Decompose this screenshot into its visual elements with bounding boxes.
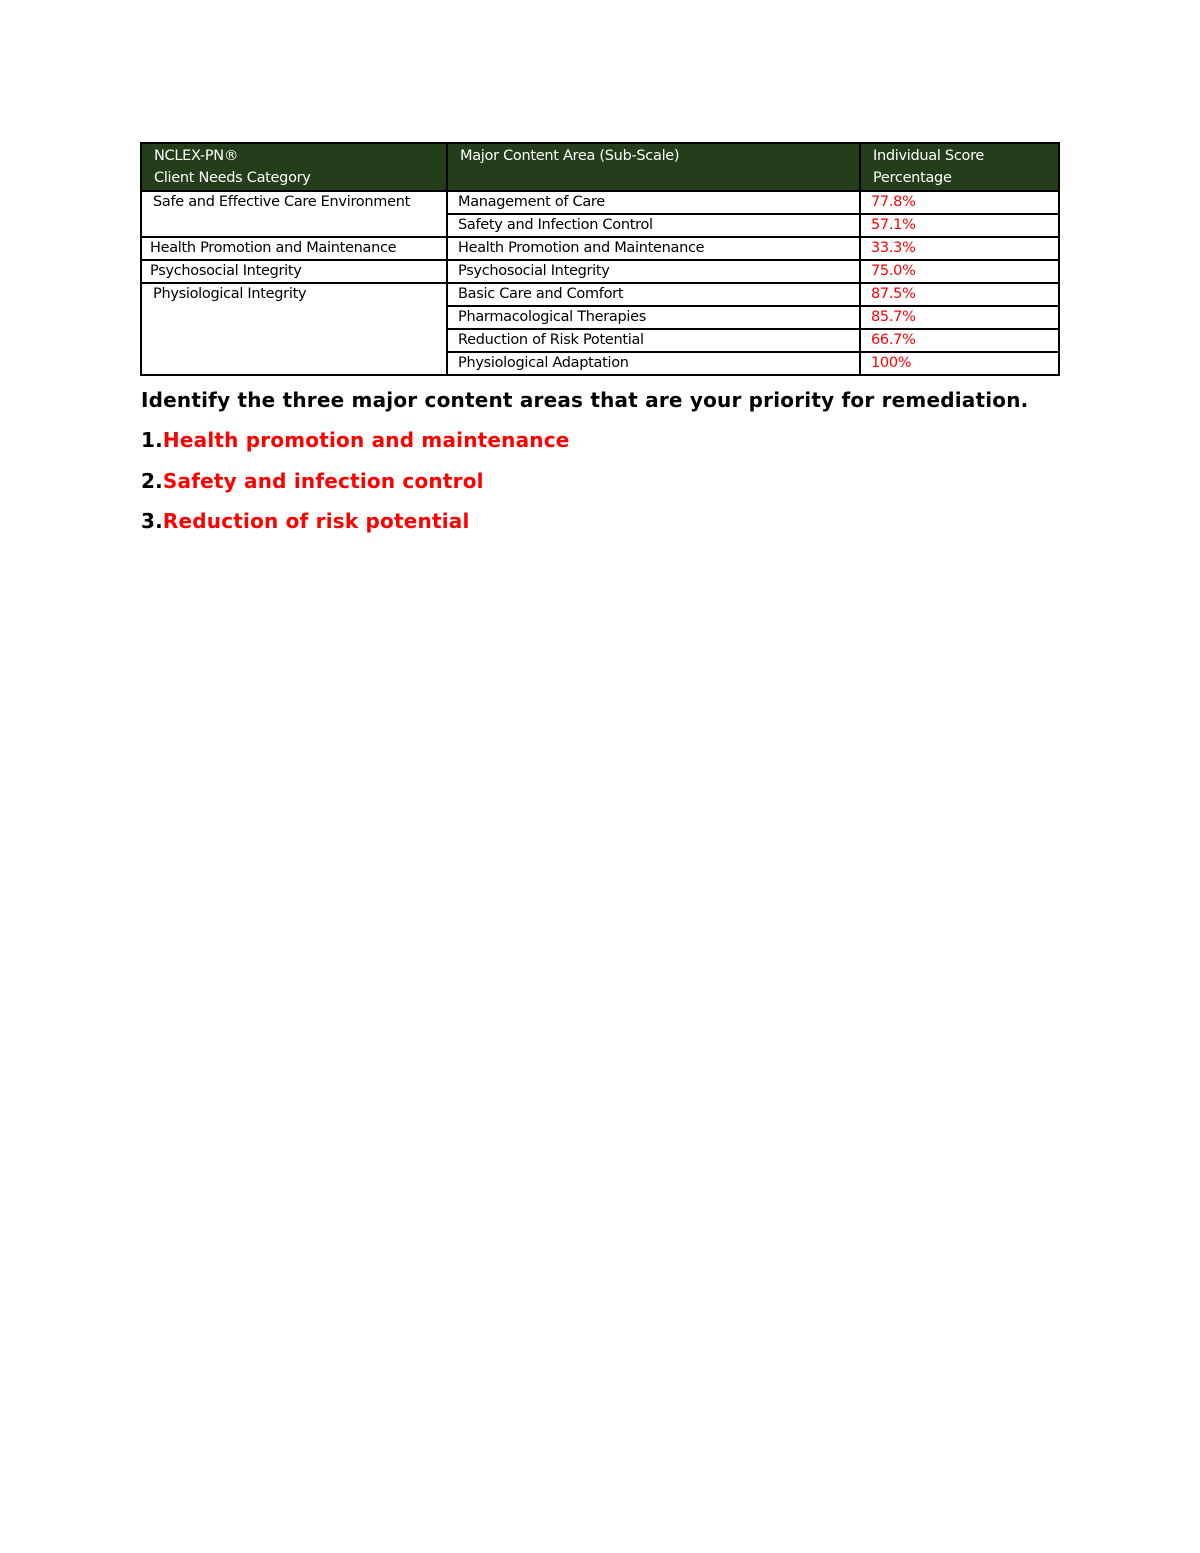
table-row — [141, 237, 1059, 260]
category-cell: Safe and Effective Care Environment — [141, 191, 447, 237]
content-area-cell: Reduction of Risk Potential — [447, 329, 860, 352]
table-row — [141, 283, 1059, 306]
header-category-line2: Client Needs Category — [154, 170, 311, 186]
content-area-cell: Psychosocial Integrity — [447, 260, 860, 283]
header-category-line1: NCLEX-PN® — [154, 148, 239, 164]
content-area-cell: Physiological Adaptation — [447, 352, 860, 375]
answer-text: Safety and infection control — [162, 469, 484, 493]
score-cell: 85.7% — [860, 306, 1059, 329]
content-area-cell: Pharmacological Therapies — [447, 306, 860, 329]
header-major-content-area — [447, 143, 860, 191]
table-header-row — [141, 143, 1059, 191]
answer-text: Reduction of risk potential — [162, 509, 470, 533]
category-cell: Health Promotion and Maintenance — [141, 237, 447, 260]
score-cell: 100% — [860, 352, 1059, 375]
content-area-cell: Health Promotion and Maintenance — [447, 237, 860, 260]
answer-text: Health promotion and maintenance — [162, 428, 570, 452]
score-cell: 66.7% — [860, 329, 1059, 352]
header-client-needs-category — [141, 143, 447, 191]
score-report-table — [140, 142, 1060, 376]
score-cell: 75.0% — [860, 260, 1059, 283]
header-score-line1: Individual Score — [873, 148, 985, 164]
answer-number: 3. — [141, 509, 163, 533]
answer-item — [141, 428, 570, 452]
answer-item — [141, 509, 470, 533]
answer-number: 1. — [141, 428, 163, 452]
header-score-line2: Percentage — [873, 170, 952, 186]
score-cell: 57.1% — [860, 214, 1059, 237]
score-cell: 33.3% — [860, 237, 1059, 260]
table-row — [141, 260, 1059, 283]
answer-item — [141, 469, 484, 493]
score-cell: 87.5% — [860, 283, 1059, 306]
remediation-question: Identify the three major content areas that are your priority for remediation. — [141, 388, 1029, 412]
answer-number: 2. — [141, 469, 163, 493]
content-area-cell: Basic Care and Comfort — [447, 283, 860, 306]
content-area-cell: Management of Care — [447, 191, 860, 214]
header-content-area-label: Major Content Area (Sub-Scale) — [460, 148, 680, 164]
header-individual-score — [860, 143, 1059, 191]
score-cell: 77.8% — [860, 191, 1059, 214]
table-row — [141, 191, 1059, 214]
category-cell: Psychosocial Integrity — [141, 260, 447, 283]
category-cell: Physiological Integrity — [141, 283, 447, 375]
content-area-cell: Safety and Infection Control — [447, 214, 860, 237]
